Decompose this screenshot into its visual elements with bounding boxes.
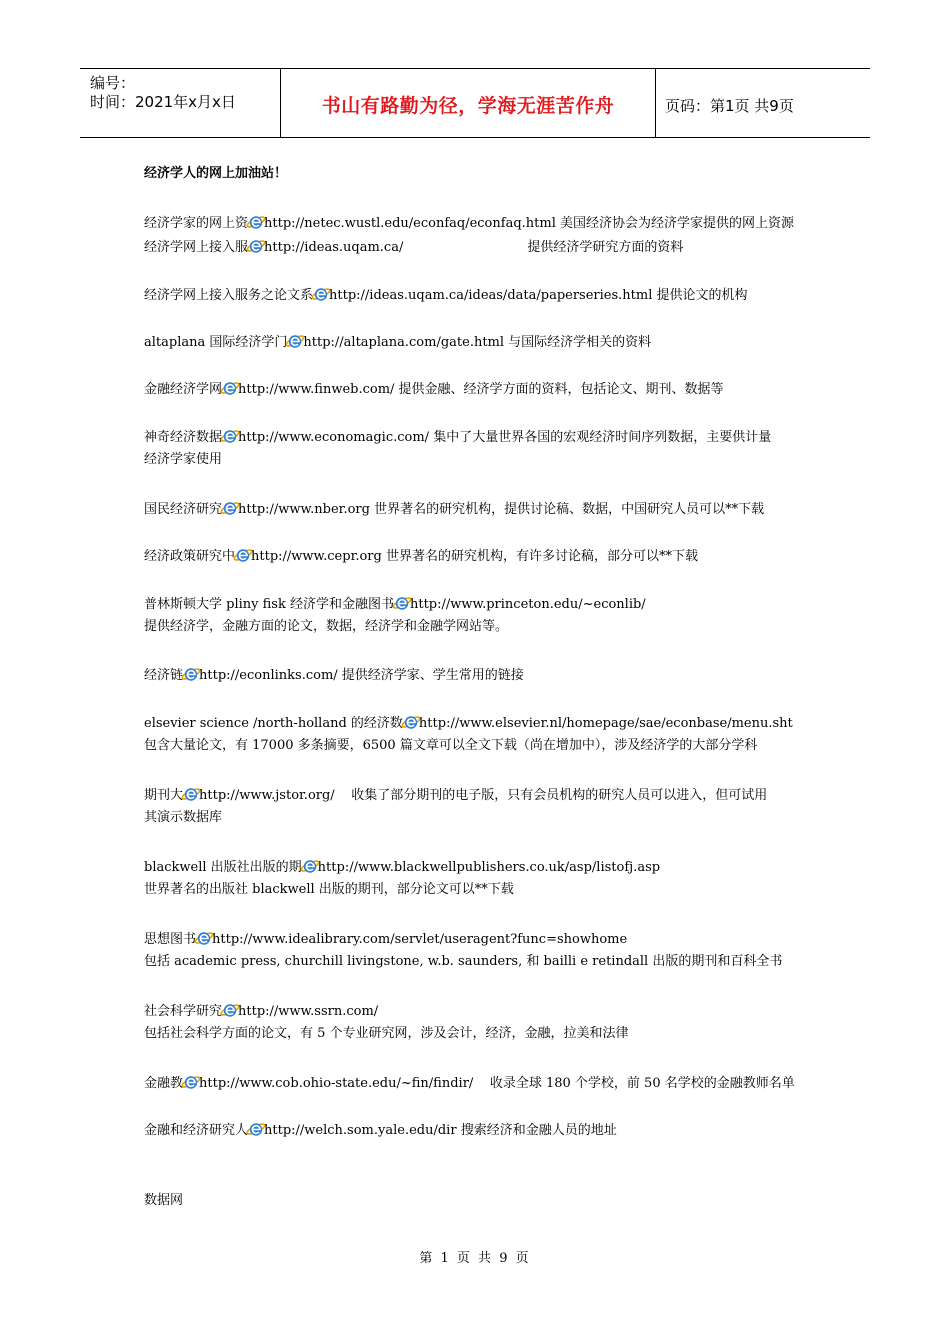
ie-link-icon[interactable] — [311, 285, 331, 303]
entry-label: 经济链 — [144, 668, 184, 683]
ie-link-icon[interactable] — [246, 213, 266, 231]
entry-label: 期刊大 — [144, 788, 184, 803]
entry-description: 美国经济协会为经济学家提供的网上资源 — [555, 216, 794, 231]
entry-url[interactable]: http://www.elsevier.nl/homepage/sae/econbase/menu.sht — [418, 716, 793, 731]
ie-link-icon[interactable] — [220, 427, 240, 445]
link-entry — [144, 1001, 378, 1021]
entry-url[interactable]: http://www.finweb.com/ — [238, 382, 395, 397]
entry-description: 提供经济学家、学生常用的链接 — [337, 668, 524, 683]
link-entry — [144, 546, 698, 566]
entry-label: 其演示数据库 — [144, 810, 223, 825]
entry-description: 收录全球 180 个学校，前 50 名学校的金融教师名单 — [473, 1076, 795, 1091]
entry-description: 提供经济学研究方面的资料 — [403, 240, 684, 255]
entry-url[interactable]: http://www.cepr.org — [251, 549, 382, 564]
document-number: 编号： — [90, 74, 136, 92]
link-entry — [144, 285, 748, 305]
header-page-cell — [655, 69, 870, 137]
entry-url[interactable]: http://www.idealibrary.com/servlet/useragent?func=showhome — [212, 932, 628, 947]
entry-label: 经济学家的网上资 — [144, 216, 249, 231]
motto: 书山有路勤为径，学海无涯苦作舟 — [321, 95, 615, 117]
ie-link-icon[interactable] — [246, 237, 266, 255]
entry-url[interactable]: http://ideas.uqam.ca/ideas/data/paperseries.html — [329, 288, 653, 303]
link-entry — [144, 1120, 617, 1140]
link-entry — [144, 785, 767, 805]
entry-label: 经济政策研究中 — [144, 549, 236, 564]
entry-url[interactable]: http://netec.wustl.edu/econfaq/econfaq.html — [264, 216, 556, 231]
entry-label: 包括社会科学方面的论文，有 5 个专业研究网，涉及会计，经济，金融，拉美和法律 — [144, 1026, 629, 1041]
link-entry — [144, 953, 782, 971]
entry-description: 世界著名的研究机构，有许多讨论稿，部分可以**下载 — [381, 549, 698, 564]
link-entry — [144, 237, 683, 257]
entry-url[interactable]: http://www.ssrn.com/ — [238, 1004, 379, 1019]
link-entry — [144, 618, 508, 636]
document-date: 时间：2021年x月x日 — [90, 93, 236, 111]
link-entry — [144, 594, 646, 614]
entry-description: 集中了大量世界各国的宏观经济时间序列数据，主要供计量 — [429, 430, 772, 445]
ie-link-icon[interactable] — [401, 713, 421, 731]
entry-label: blackwell 出版社出版的期 — [144, 860, 302, 875]
entry-label: 数据网 — [144, 1193, 184, 1208]
entry-url[interactable]: http://www.jstor.org/ — [199, 788, 335, 803]
link-entry — [144, 929, 627, 949]
ie-link-icon[interactable] — [181, 665, 201, 683]
entry-label: 社会科学研究 — [144, 1004, 223, 1019]
link-entry — [144, 665, 524, 685]
ie-link-icon[interactable] — [246, 1120, 266, 1138]
entry-description: 提供论文的机构 — [652, 288, 748, 303]
link-entry — [144, 427, 771, 447]
entry-label: 金融经济学网 — [144, 382, 223, 397]
entry-label: 世界著名的出版社 blackwell 出版的期刊，部分论文可以**下载 — [144, 882, 514, 897]
entry-label: 经济学网上接入服 — [144, 240, 249, 255]
ie-link-icon[interactable] — [220, 1001, 240, 1019]
ie-link-icon[interactable] — [233, 546, 253, 564]
link-entry — [144, 737, 757, 755]
entry-label: 普林斯顿大学 pliny fisk 经济学和金融图书 — [144, 597, 394, 612]
entry-label: 包括 academic press, churchill livingstone, w.b. saunders, 和 bailli e retindall 出版的期刊和百科全书 — [144, 954, 783, 969]
ie-link-icon[interactable] — [300, 857, 320, 875]
page-footer: 第 1 页 共 9 页 — [419, 1251, 531, 1266]
link-entry — [144, 881, 514, 899]
entry-url[interactable]: http://econlinks.com/ — [199, 668, 338, 683]
link-entry — [144, 213, 794, 233]
entry-description: 提供金融、经济学方面的资料，包括论文、期刊、数据等 — [394, 382, 724, 397]
entry-label: 神奇经济数据 — [144, 430, 223, 445]
entry-url[interactable]: http://www.blackwellpublishers.co.uk/asp/listofj.asp — [317, 860, 661, 875]
entry-description: 与国际经济学相关的资料 — [504, 335, 652, 350]
entry-url[interactable]: http://ideas.uqam.ca/ — [264, 240, 404, 255]
link-entry — [144, 332, 651, 352]
entry-label: altaplana 国际经济学门 — [144, 335, 288, 350]
link-entry — [144, 1025, 629, 1043]
entry-label: elsevier science /north-holland 的经济数 — [144, 716, 403, 731]
page-title: 经济学人的网上加油站！ — [144, 166, 288, 181]
entry-url[interactable]: http://www.princeton.edu/~econlib/ — [409, 597, 646, 612]
entry-label: 思想图书 — [144, 932, 197, 947]
link-entry — [144, 857, 660, 877]
entry-description: 世界著名的研究机构，提供讨论稿、数据，中国研究人员可以**下载 — [369, 502, 765, 517]
entry-label: 经济学家使用 — [144, 452, 223, 467]
ie-link-icon[interactable] — [194, 929, 214, 947]
entry-label: 包含大量论文，有 17000 多条摘要，6500 篇文章可以全文下载（尚在增加中），涉及经济学的大部分学科 — [144, 738, 758, 753]
entry-url[interactable]: http://welch.som.yale.edu/dir — [264, 1123, 457, 1138]
header-meta-cell — [80, 69, 280, 137]
ie-link-icon[interactable] — [181, 1073, 201, 1091]
page-counter: 页码：第1页 共9页 — [665, 97, 794, 115]
ie-link-icon[interactable] — [392, 594, 412, 612]
header-motto-cell — [280, 69, 656, 137]
entry-label: 经济学网上接入服务之论文系 — [144, 288, 314, 303]
link-entry — [144, 1192, 183, 1210]
link-entry — [144, 379, 724, 399]
entry-url[interactable]: http://www.nber.org — [238, 502, 370, 517]
entry-label: 提供经济学，金融方面的论文，数据，经济学和金融学网站等。 — [144, 619, 509, 634]
header-table — [80, 68, 870, 138]
ie-link-icon[interactable] — [220, 499, 240, 517]
link-entry — [144, 713, 793, 733]
entry-label: 金融和经济研究人 — [144, 1123, 249, 1138]
entry-url[interactable]: http://altaplana.com/gate.html — [303, 335, 505, 350]
link-entry — [144, 1073, 795, 1093]
entry-url[interactable]: http://www.cob.ohio-state.edu/~fin/findir/ — [199, 1076, 474, 1091]
ie-link-icon[interactable] — [181, 785, 201, 803]
link-entry — [144, 451, 222, 469]
entry-label: 国民经济研究 — [144, 502, 223, 517]
entry-label: 金融教 — [144, 1076, 184, 1091]
ie-link-icon[interactable] — [220, 379, 240, 397]
ie-link-icon[interactable] — [285, 332, 305, 350]
entry-url[interactable]: http://www.economagic.com/ — [238, 430, 430, 445]
link-entry — [144, 499, 764, 519]
entry-description: 收集了部分期刊的电子版，只有会员机构的研究人员可以进入，但可试用 — [334, 788, 768, 803]
link-entry — [144, 809, 222, 827]
entry-description: 搜索经济和金融人员的地址 — [456, 1123, 617, 1138]
